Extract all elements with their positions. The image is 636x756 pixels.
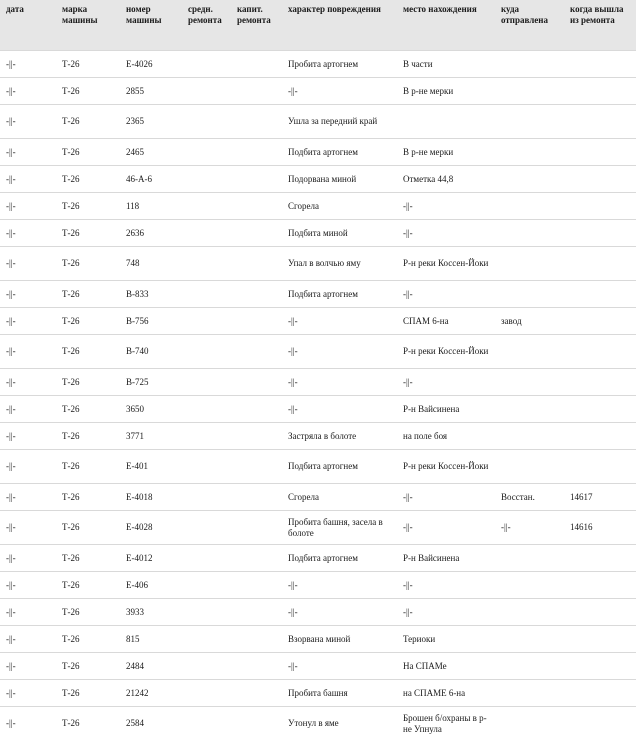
- cell-number: В-740: [120, 335, 182, 369]
- cell-medium-repair: [182, 423, 231, 450]
- cell-number: 2365: [120, 105, 182, 139]
- col-header-capital-repair: капит. ремонта: [231, 0, 282, 51]
- cell-model: Т-26: [56, 166, 120, 193]
- cell-date: -||-: [0, 484, 56, 511]
- cell-damage: Взорвана миной: [282, 626, 397, 653]
- cell-returned: [564, 78, 636, 105]
- cell-damage: Подбита артогнем: [282, 139, 397, 166]
- cell-sent-to: [495, 247, 564, 281]
- cell-location: на поле боя: [397, 423, 495, 450]
- cell-capital-repair: [231, 680, 282, 707]
- table-row: [0, 680, 636, 707]
- table-row: [0, 545, 636, 572]
- cell-sent-to: [495, 369, 564, 396]
- cell-location: В р-не мерки: [397, 78, 495, 105]
- cell-medium-repair: [182, 396, 231, 423]
- table-row: [0, 653, 636, 680]
- cell-capital-repair: [231, 105, 282, 139]
- cell-medium-repair: [182, 335, 231, 369]
- cell-medium-repair: [182, 193, 231, 220]
- cell-capital-repair: [231, 166, 282, 193]
- cell-capital-repair: [231, 193, 282, 220]
- cell-date: -||-: [0, 78, 56, 105]
- cell-number: Е-4012: [120, 545, 182, 572]
- cell-capital-repair: [231, 369, 282, 396]
- cell-medium-repair: [182, 653, 231, 680]
- col-header-number: номер машины: [120, 0, 182, 51]
- cell-model: Т-26: [56, 78, 120, 105]
- cell-capital-repair: [231, 599, 282, 626]
- cell-returned: [564, 653, 636, 680]
- cell-model: Т-26: [56, 545, 120, 572]
- cell-medium-repair: [182, 220, 231, 247]
- cell-damage: -||-: [282, 369, 397, 396]
- table-row: [0, 51, 636, 78]
- cell-capital-repair: [231, 484, 282, 511]
- cell-damage: Ушла за передний край: [282, 105, 397, 139]
- table-row: [0, 220, 636, 247]
- cell-capital-repair: [231, 335, 282, 369]
- cell-model: Т-26: [56, 369, 120, 396]
- cell-returned: [564, 308, 636, 335]
- cell-medium-repair: [182, 281, 231, 308]
- cell-capital-repair: [231, 511, 282, 545]
- cell-number: 21242: [120, 680, 182, 707]
- cell-number: Е-4018: [120, 484, 182, 511]
- cell-model: Т-26: [56, 139, 120, 166]
- cell-number: 748: [120, 247, 182, 281]
- cell-date: -||-: [0, 707, 56, 741]
- cell-medium-repair: [182, 105, 231, 139]
- cell-capital-repair: [231, 450, 282, 484]
- cell-damage: Подбита артогнем: [282, 545, 397, 572]
- cell-number: 3933: [120, 599, 182, 626]
- cell-location: -||-: [397, 193, 495, 220]
- cell-model: Т-26: [56, 450, 120, 484]
- cell-capital-repair: [231, 396, 282, 423]
- cell-location: -||-: [397, 281, 495, 308]
- cell-number: В-756: [120, 308, 182, 335]
- col-header-returned: когда вышла из ремонта: [564, 0, 636, 51]
- cell-date: -||-: [0, 281, 56, 308]
- cell-model: Т-26: [56, 572, 120, 599]
- cell-returned: [564, 707, 636, 741]
- cell-capital-repair: [231, 626, 282, 653]
- cell-medium-repair: [182, 247, 231, 281]
- cell-sent-to: завод: [495, 308, 564, 335]
- cell-number: В-833: [120, 281, 182, 308]
- cell-capital-repair: [231, 281, 282, 308]
- cell-sent-to: [495, 626, 564, 653]
- cell-model: Т-26: [56, 511, 120, 545]
- cell-location: Р-н Вайсинена: [397, 545, 495, 572]
- cell-model: Т-26: [56, 626, 120, 653]
- cell-sent-to: [495, 707, 564, 741]
- table-row: [0, 335, 636, 369]
- cell-number: 2855: [120, 78, 182, 105]
- cell-model: Т-26: [56, 599, 120, 626]
- cell-damage: Пробита башня, засела в болоте: [282, 511, 397, 545]
- cell-number: 2484: [120, 653, 182, 680]
- cell-capital-repair: [231, 423, 282, 450]
- table-row: [0, 247, 636, 281]
- cell-returned: [564, 680, 636, 707]
- cell-location: Р-н реки Коссен-Йоки: [397, 335, 495, 369]
- cell-capital-repair: [231, 247, 282, 281]
- cell-date: -||-: [0, 139, 56, 166]
- table-row: [0, 707, 636, 741]
- cell-model: Т-26: [56, 51, 120, 78]
- cell-model: Т-26: [56, 105, 120, 139]
- cell-date: -||-: [0, 335, 56, 369]
- cell-returned: [564, 423, 636, 450]
- cell-number: Е-401: [120, 450, 182, 484]
- cell-date: -||-: [0, 545, 56, 572]
- cell-sent-to: [495, 281, 564, 308]
- cell-location: на СПАМЕ 6-на: [397, 680, 495, 707]
- table-row: [0, 308, 636, 335]
- cell-damage: Пробита артогнем: [282, 51, 397, 78]
- cell-location: -||-: [397, 511, 495, 545]
- cell-model: Т-26: [56, 707, 120, 741]
- cell-location: -||-: [397, 369, 495, 396]
- cell-returned: 14616: [564, 511, 636, 545]
- cell-returned: [564, 369, 636, 396]
- cell-capital-repair: [231, 220, 282, 247]
- cell-date: -||-: [0, 396, 56, 423]
- table-row: [0, 450, 636, 484]
- cell-returned: 14617: [564, 484, 636, 511]
- header-row: [0, 0, 636, 51]
- cell-date: -||-: [0, 369, 56, 396]
- table-row: [0, 166, 636, 193]
- table-row: [0, 105, 636, 139]
- cell-sent-to: [495, 105, 564, 139]
- cell-capital-repair: [231, 653, 282, 680]
- cell-sent-to: [495, 545, 564, 572]
- col-header-damage: характер повреждения: [282, 0, 397, 51]
- cell-capital-repair: [231, 51, 282, 78]
- cell-model: Т-26: [56, 220, 120, 247]
- cell-sent-to: [495, 51, 564, 78]
- col-header-date: дата: [0, 0, 56, 51]
- cell-medium-repair: [182, 484, 231, 511]
- cell-location: -||-: [397, 572, 495, 599]
- cell-medium-repair: [182, 308, 231, 335]
- cell-date: -||-: [0, 450, 56, 484]
- cell-model: Т-26: [56, 423, 120, 450]
- cell-medium-repair: [182, 545, 231, 572]
- cell-number: 118: [120, 193, 182, 220]
- cell-sent-to: Восстан.: [495, 484, 564, 511]
- cell-returned: [564, 281, 636, 308]
- cell-location: Р-н реки Коссен-Йоки: [397, 247, 495, 281]
- cell-sent-to: [495, 396, 564, 423]
- cell-number: 46-А-6: [120, 166, 182, 193]
- cell-sent-to: [495, 599, 564, 626]
- cell-date: -||-: [0, 166, 56, 193]
- cell-sent-to: [495, 335, 564, 369]
- cell-returned: [564, 450, 636, 484]
- cell-sent-to: [495, 220, 564, 247]
- cell-returned: [564, 247, 636, 281]
- cell-location: В р-не мерки: [397, 139, 495, 166]
- cell-damage: Подбита артогнем: [282, 281, 397, 308]
- cell-number: 3771: [120, 423, 182, 450]
- cell-date: -||-: [0, 220, 56, 247]
- cell-returned: [564, 193, 636, 220]
- cell-damage: -||-: [282, 572, 397, 599]
- cell-capital-repair: [231, 308, 282, 335]
- cell-date: -||-: [0, 193, 56, 220]
- cell-sent-to: -||-: [495, 511, 564, 545]
- cell-medium-repair: [182, 599, 231, 626]
- cell-number: 3650: [120, 396, 182, 423]
- cell-number: 2636: [120, 220, 182, 247]
- cell-location: СПАМ 6-на: [397, 308, 495, 335]
- cell-location: На СПАМе: [397, 653, 495, 680]
- cell-returned: [564, 396, 636, 423]
- cell-medium-repair: [182, 51, 231, 78]
- cell-sent-to: [495, 166, 564, 193]
- col-header-medium-repair: средн. ремонта: [182, 0, 231, 51]
- cell-date: -||-: [0, 247, 56, 281]
- cell-location: -||-: [397, 220, 495, 247]
- cell-model: Т-26: [56, 281, 120, 308]
- cell-damage: -||-: [282, 335, 397, 369]
- cell-date: -||-: [0, 105, 56, 139]
- cell-location: В части: [397, 51, 495, 78]
- cell-model: Т-26: [56, 247, 120, 281]
- col-header-model: марка машины: [56, 0, 120, 51]
- cell-returned: [564, 166, 636, 193]
- cell-medium-repair: [182, 707, 231, 741]
- cell-capital-repair: [231, 572, 282, 599]
- cell-damage: Утонул в яме: [282, 707, 397, 741]
- cell-medium-repair: [182, 139, 231, 166]
- cell-medium-repair: [182, 450, 231, 484]
- cell-number: Е-4026: [120, 51, 182, 78]
- cell-location: Отметка 44,8: [397, 166, 495, 193]
- cell-sent-to: [495, 450, 564, 484]
- cell-model: Т-26: [56, 484, 120, 511]
- cell-medium-repair: [182, 78, 231, 105]
- cell-model: Т-26: [56, 193, 120, 220]
- cell-damage: Застряла в болоте: [282, 423, 397, 450]
- cell-damage: Подбита миной: [282, 220, 397, 247]
- cell-sent-to: [495, 423, 564, 450]
- cell-damage: Сгорела: [282, 484, 397, 511]
- table-row: [0, 484, 636, 511]
- cell-number: 815: [120, 626, 182, 653]
- cell-damage: -||-: [282, 78, 397, 105]
- cell-date: -||-: [0, 423, 56, 450]
- cell-sent-to: [495, 680, 564, 707]
- cell-model: Т-26: [56, 653, 120, 680]
- table-row: [0, 281, 636, 308]
- cell-date: -||-: [0, 653, 56, 680]
- table-row: [0, 599, 636, 626]
- cell-damage: -||-: [282, 599, 397, 626]
- cell-capital-repair: [231, 78, 282, 105]
- cell-number: Е-4028: [120, 511, 182, 545]
- cell-damage: Упал в волчью яму: [282, 247, 397, 281]
- col-header-sent-to: куда отправлена: [495, 0, 564, 51]
- cell-returned: [564, 545, 636, 572]
- cell-location: Териоки: [397, 626, 495, 653]
- cell-date: -||-: [0, 511, 56, 545]
- cell-sent-to: [495, 139, 564, 166]
- cell-medium-repair: [182, 166, 231, 193]
- cell-sent-to: [495, 572, 564, 599]
- cell-damage: Подорвана миной: [282, 166, 397, 193]
- cell-medium-repair: [182, 369, 231, 396]
- cell-returned: [564, 139, 636, 166]
- cell-damage: -||-: [282, 308, 397, 335]
- cell-damage: -||-: [282, 653, 397, 680]
- cell-medium-repair: [182, 572, 231, 599]
- cell-returned: [564, 335, 636, 369]
- cell-medium-repair: [182, 680, 231, 707]
- cell-number: 2584: [120, 707, 182, 741]
- cell-location: -||-: [397, 484, 495, 511]
- cell-returned: [564, 51, 636, 78]
- cell-date: -||-: [0, 680, 56, 707]
- cell-model: Т-26: [56, 396, 120, 423]
- cell-returned: [564, 220, 636, 247]
- cell-location: -||-: [397, 599, 495, 626]
- cell-returned: [564, 105, 636, 139]
- table-row: [0, 78, 636, 105]
- cell-location: [397, 105, 495, 139]
- cell-capital-repair: [231, 139, 282, 166]
- table-row: [0, 423, 636, 450]
- cell-number: В-725: [120, 369, 182, 396]
- cell-location: Р-н Вайсинена: [397, 396, 495, 423]
- cell-sent-to: [495, 78, 564, 105]
- cell-damage: Сгорела: [282, 193, 397, 220]
- cell-model: Т-26: [56, 680, 120, 707]
- cell-date: -||-: [0, 626, 56, 653]
- cell-location: Р-н реки Коссен-Йоки: [397, 450, 495, 484]
- table-row: [0, 193, 636, 220]
- table-row: [0, 572, 636, 599]
- table-row: [0, 511, 636, 545]
- cell-location: Брошен б/охраны в р-не Упнула: [397, 707, 495, 741]
- cell-sent-to: [495, 653, 564, 680]
- table-row: [0, 396, 636, 423]
- cell-number: 2465: [120, 139, 182, 166]
- cell-medium-repair: [182, 511, 231, 545]
- cell-date: -||-: [0, 572, 56, 599]
- cell-model: Т-26: [56, 308, 120, 335]
- table-row: [0, 139, 636, 166]
- cell-model: Т-26: [56, 335, 120, 369]
- cell-damage: -||-: [282, 396, 397, 423]
- cell-date: -||-: [0, 308, 56, 335]
- cell-capital-repair: [231, 707, 282, 741]
- cell-returned: [564, 626, 636, 653]
- table-row: [0, 626, 636, 653]
- col-header-location: место нахождения: [397, 0, 495, 51]
- cell-date: -||-: [0, 51, 56, 78]
- cell-damage: Пробита башня: [282, 680, 397, 707]
- cell-sent-to: [495, 193, 564, 220]
- cell-returned: [564, 599, 636, 626]
- cell-returned: [564, 572, 636, 599]
- table-row: [0, 369, 636, 396]
- cell-number: Е-406: [120, 572, 182, 599]
- cell-medium-repair: [182, 626, 231, 653]
- cell-date: -||-: [0, 599, 56, 626]
- cell-damage: Подбита артогнем: [282, 450, 397, 484]
- cell-capital-repair: [231, 545, 282, 572]
